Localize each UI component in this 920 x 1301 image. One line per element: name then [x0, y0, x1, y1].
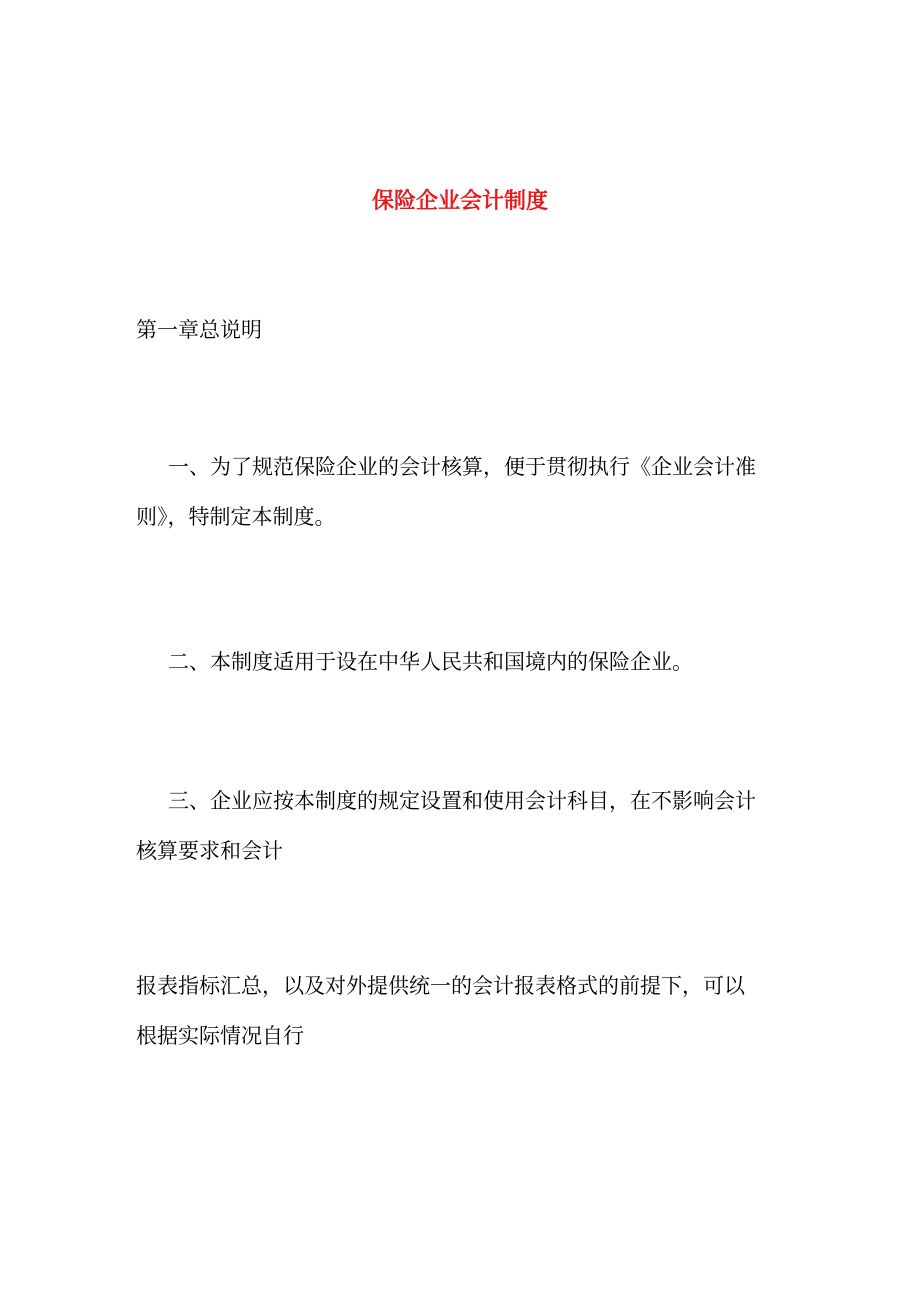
chapter-heading: 第一章总说明 — [136, 318, 262, 342]
paragraph-4 — [136, 961, 784, 1061]
paragraph-line: 则》，特制定本制度。 — [136, 505, 336, 529]
paragraph-2 — [136, 637, 784, 687]
document-title: 保险企业会计制度 — [371, 189, 548, 214]
paragraph-line: 报表指标汇总，以及对外提供统一的会计报表格式的前提下，可以 — [136, 974, 745, 998]
paragraph-line: 二、本制度适用于设在中华人民共和国境内的保险企业。 — [168, 650, 693, 674]
paragraph-line: 根据实际情况自行 — [136, 1024, 304, 1048]
paragraph-line: 三、企业应按本制度的规定设置和使用会计科目，在不影响会计 — [168, 789, 756, 813]
paragraph-line: 核算要求和会计 — [136, 839, 283, 863]
paragraph-1 — [136, 442, 784, 542]
paragraph-3 — [136, 776, 784, 876]
paragraph-line: 一、为了规范保险企业的会计核算，便于贯彻执行《企业会计准 — [168, 455, 756, 479]
